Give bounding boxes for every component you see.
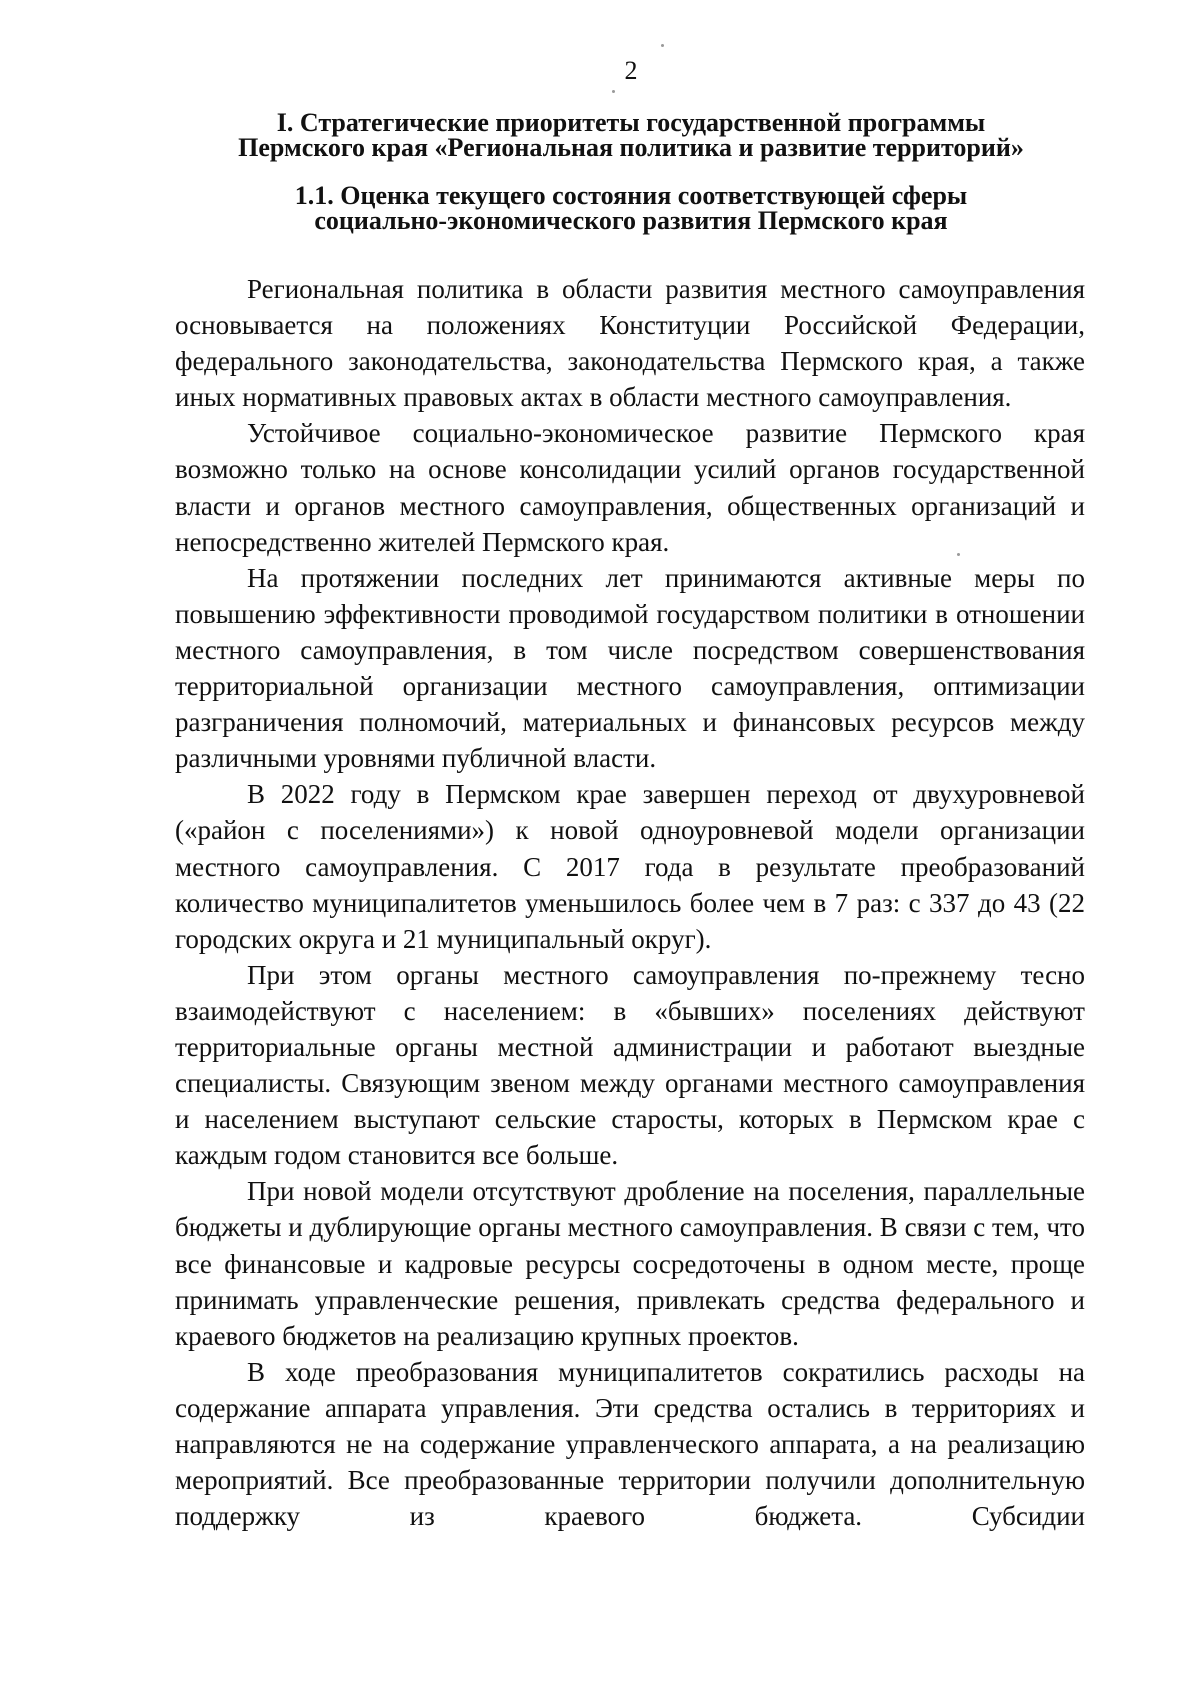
section-heading-line-1: I. Стратегические приоритеты государственной программы xyxy=(276,108,986,137)
paragraph-4: В 2022 году в Пермском крае завершен переход от двухуровневой («район с поселениями») к новой одноуровневой модели организации местного самоуправления. С 2017 года в результате преобразований количество муниципалитетов уменьшилось более чем в 7 раз: с 337 до 43 (22 городских округа и 21 муниципальный округ). xyxy=(175,779,1085,954)
paragraph-7: В ходе преобразования муниципалитетов сократились расходы на содержание аппарата управления. Эти средства остались в территориях и направляются не на содержание управленческого аппарата, а на реализацию мероприятий. Все преобразованные территории получили дополнительную поддержку из краевого бюджета. Субсидии xyxy=(175,1356,1085,1532)
paragraph-2: Устойчивое социально-экономическое развитие Пермского края возможно только на основе консолидации усилий органов государственной власти и органов местного самоуправления, общественных организаций и непосредственно жителей Пермского края. xyxy=(175,418,1085,557)
scan-speck xyxy=(612,90,615,93)
scan-speck xyxy=(661,44,664,47)
subsection-heading-line-2: социально-экономического развития Пермского края xyxy=(314,206,948,235)
paragraph-5: При этом органы местного самоуправления по-прежнему тесно взаимодействуют с населением: в «бывших» поселениях действуют территориальные органы местной администрации и работают выездные специалисты. Связующим звеном между органами местного самоуправления и населением выступают сельские старосты, которых в Пермском крае с каждым годом становится все больше. xyxy=(175,959,1085,1171)
paragraph-1: Региональная политика в области развития местного самоуправления основывается на положениях Конституции Российской Федерации, федерального законодательства, законодательства Пермского края, а также иных нормативных правовых актах в области местного самоуправления. xyxy=(175,274,1085,413)
section-heading xyxy=(0,110,1200,160)
subsection-heading xyxy=(0,183,1200,233)
section-heading-line-2: Пермского края «Региональная политика и развитие территорий» xyxy=(238,133,1024,162)
paragraph-6: При новой модели отсутствуют дробление на поселения, параллельные бюджеты и дублирующие органы местного самоуправления. В связи с тем, что все финансовые и кадровые ресурсы сосредоточены в одном месте, проще принимать управленческие решения, привлекать средства федерального и краевого бюджетов на реализацию крупных проектов. xyxy=(175,1176,1085,1351)
page-number: 2 xyxy=(624,56,638,85)
scan-speck xyxy=(957,553,960,556)
paragraph-3: На протяжении последних лет принимаются активные меры по повышению эффективности проводимой государством политики в отношении местного самоуправления, в том числе посредством совершенствования территориальной организации местного самоуправления, оптимизации разграничения полномочий, материальных и финансовых ресурсов между различными уровнями публичной власти. xyxy=(175,562,1085,774)
subsection-heading-line-1: 1.1. Оценка текущего состояния соответствующей сферы xyxy=(294,181,968,210)
document-body xyxy=(175,271,1085,1534)
